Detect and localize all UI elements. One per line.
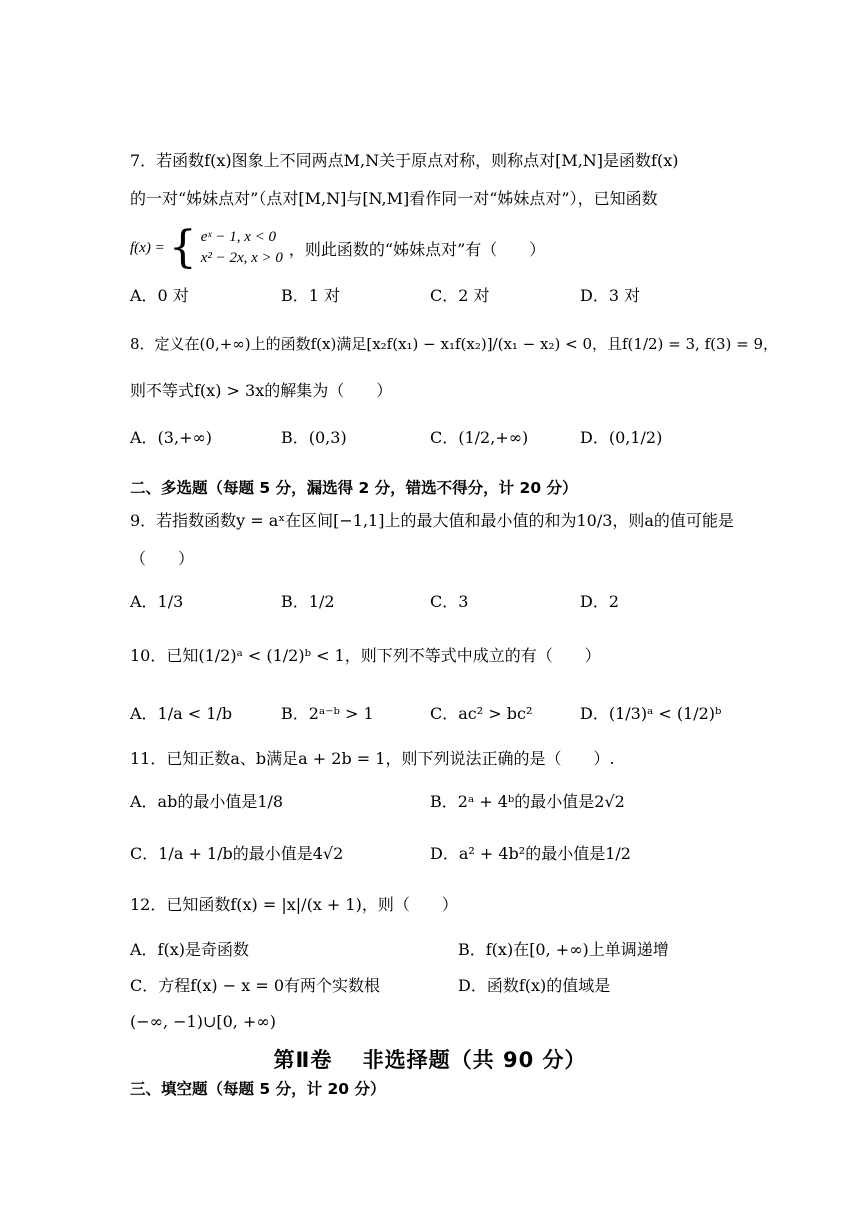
section3-heading: 三、填空题（每题 5 分，计 20 分） [130, 1080, 386, 1098]
q11-option-a: A．ab的最小值是1/8 [130, 792, 284, 811]
q7-option-c: C．2 对 [430, 286, 490, 305]
q7-case2: x² − 2x, x > 0 [200, 250, 283, 266]
q10-option-d: D．(1/3)ᵃ < (1/2)ᵇ [580, 704, 722, 723]
q9-option-a: A．1/3 [130, 592, 184, 611]
q9-option-d: D．2 [580, 592, 620, 611]
part2-heading: 第Ⅱ卷 非选择题（共 90 分） [273, 1048, 587, 1072]
q12-option-b: B．f(x)在[0, +∞)上单调递增 [458, 940, 669, 959]
q9-option-b: B．1/2 [281, 592, 335, 611]
q7-line3-tail: ，则此函数的“姊妹点对”有（ ） [288, 239, 546, 259]
q11-line1: 11．已知正数a、b满足a + 2b = 1，则下列说法正确的是（ ）. [130, 749, 615, 768]
q12-option-c: C．方程f(x) − x = 0有两个实数根 [130, 976, 381, 995]
q8-option-d: D．(0,1/2) [580, 428, 663, 447]
q11-option-d: D．a² + 4b²的最小值是1/2 [430, 844, 631, 863]
q10-option-a: A．1/a < 1/b [130, 704, 233, 723]
q12-option-d-tail: (−∞, −1)∪[0, +∞) [130, 1012, 276, 1031]
q7-line2: 的一对“姊妹点对”（点对[M,N]与[N,M]看作同一对“姊妹点对”），已知函数 [130, 189, 658, 208]
q7-cases [201, 227, 283, 269]
q9-option-c: C．3 [430, 592, 469, 611]
q7-option-d: D．3 对 [580, 286, 641, 305]
q8-line2: 则不等式f(x) > 3x的解集为（ ） [130, 381, 393, 400]
q12-option-a: A．f(x)是奇函数 [130, 940, 249, 959]
q8-option-a: A．(3,+∞) [130, 428, 213, 447]
q10-line1: 10．已知(1/2)ᵃ < (1/2)ᵇ < 1，则下列不等式中成立的有（ ） [130, 646, 601, 665]
q7-fx-label: f(x) = [130, 239, 165, 256]
q8-line1: 8．定义在(0,+∞)上的函数f(x)满足[x₂f(x₁) − x₁f(x₂)]/(x₁ − x₂) < 0，且f(1/2) = 3, f(3) = 9， [130, 335, 779, 353]
q7-piecewise-function [130, 222, 546, 273]
brace-icon: { [168, 222, 197, 273]
q11-option-b: B．2ᵃ + 4ᵇ的最小值是2√2 [430, 792, 625, 811]
q12-line1: 12．已知函数f(x) = |x|/(x + 1)，则（ ） [130, 895, 458, 914]
q12-option-d: D．函数f(x)的值域是 [458, 976, 611, 995]
q9-line1: 9．若指数函数y = aˣ在区间[−1,1]上的最大值和最小值的和为10/3，则a的值可能是 [130, 511, 734, 530]
q7-line1: 7．若函数f(x)图象上不同两点M,N关于原点对称，则称点对[M,N]是函数f(x) [130, 151, 679, 170]
q10-option-c: C．ac² > bc² [430, 704, 533, 723]
section2-heading: 二、多选题（每题 5 分，漏选得 2 分，错选不得分，计 20 分） [130, 479, 578, 497]
q10-option-b: B．2ᵃ⁻ᵇ > 1 [281, 704, 374, 723]
q9-line2: （ ） [130, 549, 195, 568]
q8-option-b: B．(0,3) [281, 428, 347, 447]
q7-case1: eˣ − 1, x < 0 [200, 229, 276, 245]
q8-option-c: C．(1/2,+∞) [430, 428, 529, 447]
q7-option-b: B．1 对 [281, 286, 341, 305]
q11-option-c: C．1/a + 1/b的最小值是4√2 [130, 844, 344, 863]
q7-option-a: A．0 对 [130, 286, 189, 305]
